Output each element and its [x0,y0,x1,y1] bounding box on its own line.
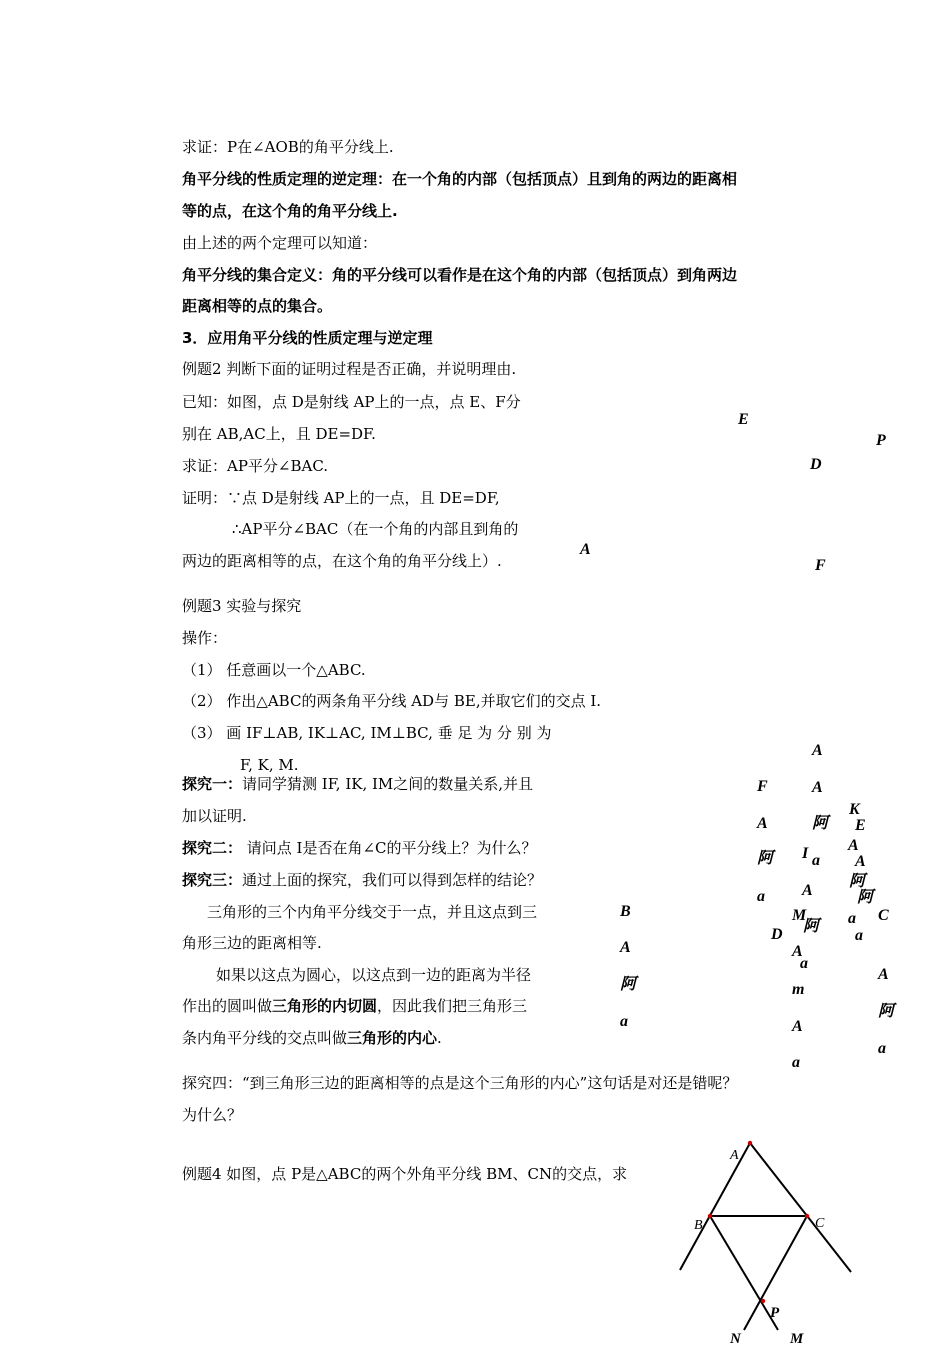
figure2-label: 阿 [620,976,637,993]
theorem-line: 等的点，在这个角的角平分线上. [182,202,398,220]
figure2-label: a [878,1040,886,1057]
figure2-label: 阿 [857,889,874,906]
figure2-label: a [792,1054,800,1071]
figure2-label: a [800,955,808,972]
text-line: 为什么？ [182,1106,243,1124]
inquiry-label: 探究二： [182,839,243,857]
figure2-label: A [848,837,859,854]
figure3-label-a: A [730,1148,739,1163]
text-line: 别在 AB,AC上，且 DE=DF. [182,425,376,443]
figure3-label-c: C [815,1216,825,1231]
inquiry-text: 请同学猜测 IF, IK, IM之间的数量关系,并且 [242,775,534,793]
figure2-label: M [792,907,807,924]
figure2-label: D [771,926,783,943]
figure2-label: a [757,888,765,905]
figure2-label: a [855,927,863,944]
text-line: 操作： [182,629,228,647]
vertex-point [708,1214,712,1218]
figure2-label: a [812,852,820,869]
text-span: ，因此我们把三角形三 [377,997,528,1015]
figure3-label-p: P [770,1305,780,1321]
line-segment [680,1143,750,1270]
text-line: 证明：∵点 D是射线 AP上的一点，且 DE=DF, [182,489,500,507]
line-segment [750,1143,851,1272]
figure2-label: m [792,981,805,998]
figure2-label: 阿 [812,815,829,832]
figure1-label-f: F [815,557,826,574]
text-span: 作出的圆叫做 [182,997,273,1015]
figure2-label: B [620,903,631,920]
example-title: 例题2 判断下面的证明过程是否正确，并说明理由. [182,360,517,378]
text-line: 如果以这点为圆心，以这点到一边的距离为半径 [216,966,532,984]
text-line: 两边的距离相等的点，在这个角的角平分线上）. [182,552,502,570]
line-segment [710,1216,778,1330]
figure2-label: a [620,1013,628,1030]
inquiry-label: 探究三： [182,871,243,889]
figure2-label: E [855,817,866,834]
figure1-label-d: D [810,456,822,473]
inquiry-text: 请问点 I是否在角∠C的平分线上？为什么？ [242,839,537,857]
figure2-label: A [792,1018,803,1035]
list-item: （2） 作出△ABC的两条角平分线 AD与 BE,并取它们的交点 I. [182,692,602,710]
figure2-label: A [757,815,768,832]
section-heading: 3．应用角平分线的性质定理与逆定理 [182,329,433,347]
figure2-label: A [812,779,823,796]
inquiry-label: 探究一： [182,775,243,793]
list-item: （1） 任意画以一个△ABC. [182,661,366,679]
text-line: 探究四：“到三角形三边的距离相等的点是这个三角形的内心”这句话是对还是错呢？ [182,1074,738,1092]
figure2-label: 阿 [878,1003,895,1020]
figure2-label: 阿 [849,873,866,890]
theorem-line: 角平分线的性质定理的逆定理：在一个角的内部（包括顶点）且到角的两边的距离相 [182,170,738,188]
term-incircle: 三角形的内切圆 [272,997,378,1015]
definition-line: 距离相等的点的集合。 [182,297,333,315]
figure2-label: I [802,845,809,862]
figure2-label: A [812,742,823,759]
vertex-point [805,1214,809,1218]
list-item: （3） 画 IF⊥AB, IK⊥AC, IM⊥BC, 垂 足 为 分 别 为 [182,724,552,742]
figure2-label: A [792,943,803,960]
text-line: 加以证明. [182,807,247,825]
figure2-label: A [855,853,866,870]
figure2-label: A [802,882,813,899]
figure3-label-b: B [694,1218,703,1233]
figure2-label: C [878,907,889,924]
text-line: 由上述的两个定理可以知道： [182,234,378,252]
text-span: . [437,1029,442,1047]
figure2-label: 阿 [757,850,774,867]
text-line: F, K, M. [240,756,299,774]
figure2-label: K [849,801,860,818]
vertex-point [761,1299,765,1303]
text-line: 三角形的三个内角平分线交于一点，并且这点到三 [207,903,538,921]
figure2-label: a [848,910,856,927]
figure3-label-n: N [730,1331,741,1347]
text-line: 求证：AP平分∠BAC. [182,457,329,475]
figure3-label-m: M [790,1331,804,1347]
text-line: 角形三边的距离相等. [182,934,322,952]
example-title: 例题4 如图，点 P是△ABC的两个外角平分线 BM、CN的交点，求 [182,1165,628,1183]
text-span: 条内角平分线的交点叫做 [182,1029,348,1047]
text-line: ∴AP平分∠BAC（在一个角的内部且到角的 [232,520,519,538]
figure2-label: 阿 [803,918,820,935]
figure2-label: F [757,778,768,795]
inquiry-text: 通过上面的探究，我们可以得到怎样的结论？ [242,871,543,889]
figure1-label-p: P [876,432,886,449]
vertex-point [748,1141,752,1145]
term-incenter: 三角形的内心 [347,1029,438,1047]
text-line: 求证：P在∠AOB的角平分线上. [182,138,394,156]
definition-line: 角平分线的集合定义：角的平分线可以看作是在这个角的内部（包括顶点）到角两边 [182,266,738,284]
figure2-label: A [620,939,631,956]
text-line: 已知：如图，点 D是射线 AP上的一点，点 E、F分 [182,393,521,411]
figure1-label-e: E [738,411,749,428]
figure1-label-a: A [580,541,591,558]
example-title: 例题3 实验与探究 [182,597,302,615]
figure2-label: A [878,966,889,983]
